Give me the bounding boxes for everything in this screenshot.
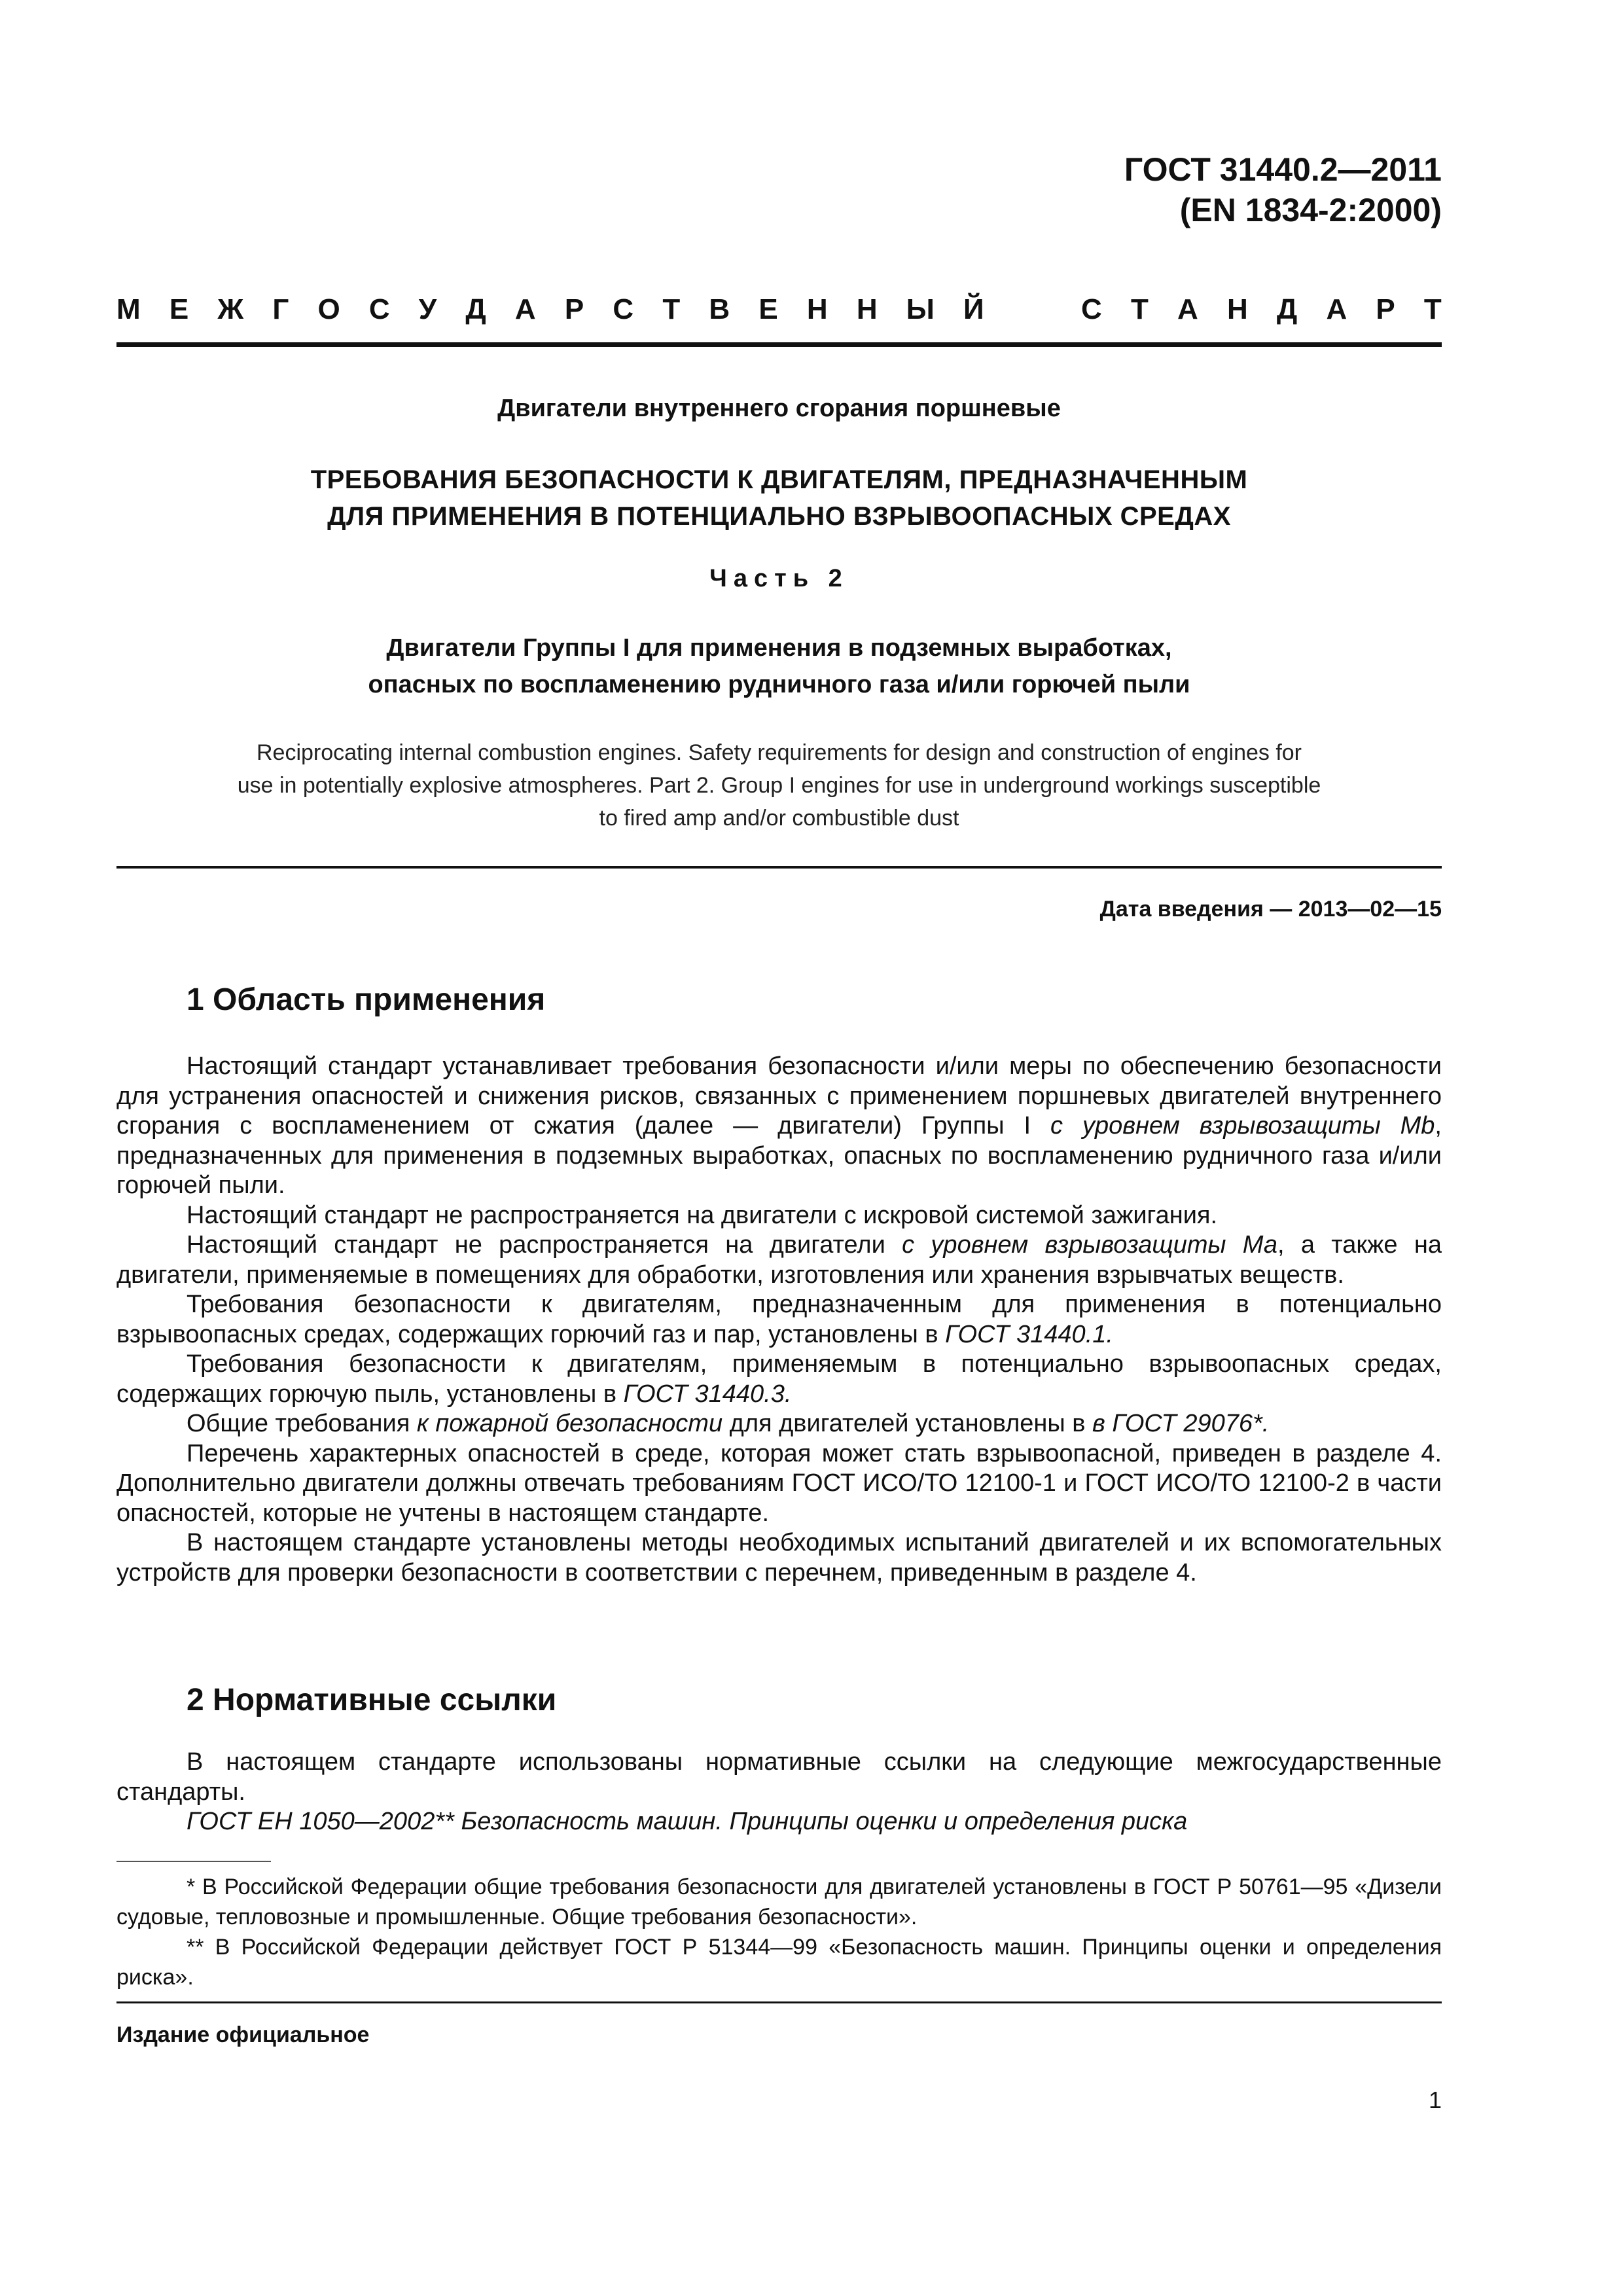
banner-word-gap: [1013, 293, 1052, 326]
text-run: Настоящий стандарт устанавливает требования безопасности и/или меры по обеспечению безопасности для устранения опасностей и снижения рисков, связанных с применением поршневых двигателей внутреннего сгорания с воспламенением от сжатия (далее — двигатели) Группы I: [116, 1052, 1442, 1139]
text-run: , а также на двигатели, применяемые в помещениях для обработки, изготовления или хранения взрывчатых веществ.: [116, 1231, 1442, 1289]
english-title-line: to fired amp and/or combustible dust: [599, 806, 959, 831]
part-label: Часть 2: [709, 565, 849, 592]
footnotes: [116, 1872, 1442, 1992]
banner-letter: В: [709, 293, 730, 325]
banner-letter: Н: [806, 293, 828, 325]
banner-letter: А: [514, 293, 536, 325]
banner-letter: Р: [1376, 293, 1395, 325]
banner-letter: Р: [564, 293, 584, 325]
text-run: Настоящий стандарт не распространяется на двигатели: [187, 1231, 902, 1259]
subtitle-line: опасных по воспламенению рудничного газа и/или горючей пыли: [368, 671, 1190, 698]
english-title: [116, 736, 1442, 834]
paragraph: В настоящем стандарте установлены методы необходимых испытаний двигателей и их вспомогательных устройств для проверки безопасности в соответствии с перечнем, приведенным в разделе 4.: [116, 1529, 1442, 1587]
standard-number: ГОСТ 31440.2—2011: [1124, 151, 1442, 188]
italic-run: к пожарной безопасности: [416, 1410, 723, 1437]
italic-run: ГОСТ 31440.1.: [945, 1320, 1113, 1348]
text-run: для двигателей установлены в: [722, 1410, 1093, 1437]
text-run: , предназначенных для применения в подземных выработках, опасных по воспламенению рудничного газа и/или горючей пыли.: [116, 1112, 1442, 1199]
banner-letter: Г: [272, 293, 289, 325]
english-title-line: Reciprocating internal combustion engines. Safety requirements for design and construction of engines for: [256, 740, 1302, 765]
paragraph: Перечень характерных опасностей в среде, которая может стать взрывоопасной, приведен в разделе 4. Дополнительно двигатели должны отвечать требованиям ГОСТ ИСО/ТО 12100-1 и ГОСТ ИСО/ТО 12100-2 в части опасностей, которые не учтены в настоящем стандарте.: [116, 1439, 1442, 1527]
text-run: Требования безопасности к двигателям, предназначенным для применения в потенциально взрывоопасных средах, содержащих горючий газ и пар, установлены в: [116, 1291, 1442, 1348]
banner-letter: Т: [1130, 293, 1149, 325]
text-run: Требования безопасности к двигателям, применяемым в потенциально взрывоопасных средах, содержащих горючую пыль, установлены в: [116, 1350, 1442, 1408]
italic-run: ГОСТ 31440.3.: [623, 1380, 792, 1408]
italic-run: с уровнем взрывозащиты Mb: [1050, 1112, 1435, 1139]
banner-letter: А: [1326, 293, 1347, 325]
subtitle-line: Двигатели Группы I для применения в подземных выработках,: [386, 634, 1172, 662]
introduction-date: Дата введения — 2013—02—15: [1099, 897, 1442, 922]
banner-letter: С: [368, 293, 390, 325]
italic-run: в ГОСТ 29076*.: [1092, 1410, 1270, 1437]
banner-letter: Ы: [906, 293, 935, 325]
banner-letter: С: [1080, 293, 1102, 325]
banner-letter: С: [613, 293, 634, 325]
title-category: Двигатели внутреннего сгорания поршневые: [497, 395, 1061, 422]
footnote: * В Российской Федерации общие требования безопасности для двигателей установлены в ГОСТ Р 50761—95 «Дизели судовые, тепловозные и промышленные. Общие требования безопасности».: [116, 1874, 1442, 1929]
title-bottom-rule: [116, 866, 1442, 869]
banner-letter: Д: [1276, 293, 1298, 325]
english-title-line: use in potentially explosive atmospheres. Part 2. Group I engines for use in underground workings susceptible: [237, 773, 1321, 798]
banner-letter: Ж: [217, 293, 244, 325]
banner-letter: У: [418, 293, 437, 325]
banner-letter: Й: [963, 293, 984, 325]
section-1-body: [116, 1052, 1442, 1588]
standard-designation: [1124, 149, 1442, 230]
main-title-line: ТРЕБОВАНИЯ БЕЗОПАСНОСТИ К ДВИГАТЕЛЯМ, ПРЕДНАЗНАЧЕННЫМ: [310, 465, 1248, 494]
edition-rule: [116, 2001, 1442, 2003]
paragraph: [116, 1350, 1442, 1409]
subtitle: [116, 630, 1442, 703]
interstate-standard-banner: [116, 293, 1442, 326]
footnote-separator: [116, 1861, 271, 1862]
banner-letter: М: [116, 293, 141, 325]
normative-reference: ГОСТ ЕН 1050—2002** Безопасность машин. Принципы оценки и определения риска: [187, 1808, 1188, 1835]
paragraph: [116, 1230, 1442, 1290]
banner-letter: О: [317, 293, 340, 325]
banner-letter: Н: [1226, 293, 1248, 325]
text-run: Общие требования: [187, 1410, 417, 1437]
banner-letter: Т: [662, 293, 681, 325]
section-1-heading: 1 Область применения: [187, 982, 546, 1017]
page-number: 1: [1428, 2087, 1442, 2113]
banner-letter: А: [1177, 293, 1198, 325]
banner-letter: Д: [465, 293, 486, 325]
section-2-body: [116, 1748, 1442, 1837]
paragraph: [116, 1409, 1442, 1439]
paragraph: В настоящем стандарте использованы нормативные ссылки на следующие межгосударственные стандарты.: [116, 1748, 1442, 1806]
paragraph: [116, 1290, 1442, 1350]
italic-run: с уровнем взрывозащиты Ма: [902, 1231, 1277, 1259]
paragraph: Настоящий стандарт не распространяется на двигатели с искровой системой зажигания.: [187, 1201, 1218, 1229]
banner-letter: Е: [169, 293, 189, 325]
banner-letter: Е: [758, 293, 778, 325]
main-title: [116, 461, 1442, 535]
banner-rule: [116, 342, 1442, 347]
main-title-line: ДЛЯ ПРИМЕНЕНИЯ В ПОТЕНЦИАЛЬНО ВЗРЫВООПАСНЫХ СРЕДАХ: [327, 502, 1231, 531]
banner-letter: Т: [1423, 293, 1442, 325]
section-2-heading: 2 Нормативные ссылки: [187, 1683, 557, 1717]
official-edition-label: Издание официальное: [116, 2022, 370, 2047]
footnote: ** В Российской Федерации действует ГОСТ Р 51344—99 «Безопасность машин. Принципы оценки и определения риска».: [116, 1935, 1442, 1990]
en-reference: (EN 1834-2:2000): [1179, 192, 1442, 228]
paragraph: [116, 1052, 1442, 1201]
banner-letter: Н: [856, 293, 878, 325]
